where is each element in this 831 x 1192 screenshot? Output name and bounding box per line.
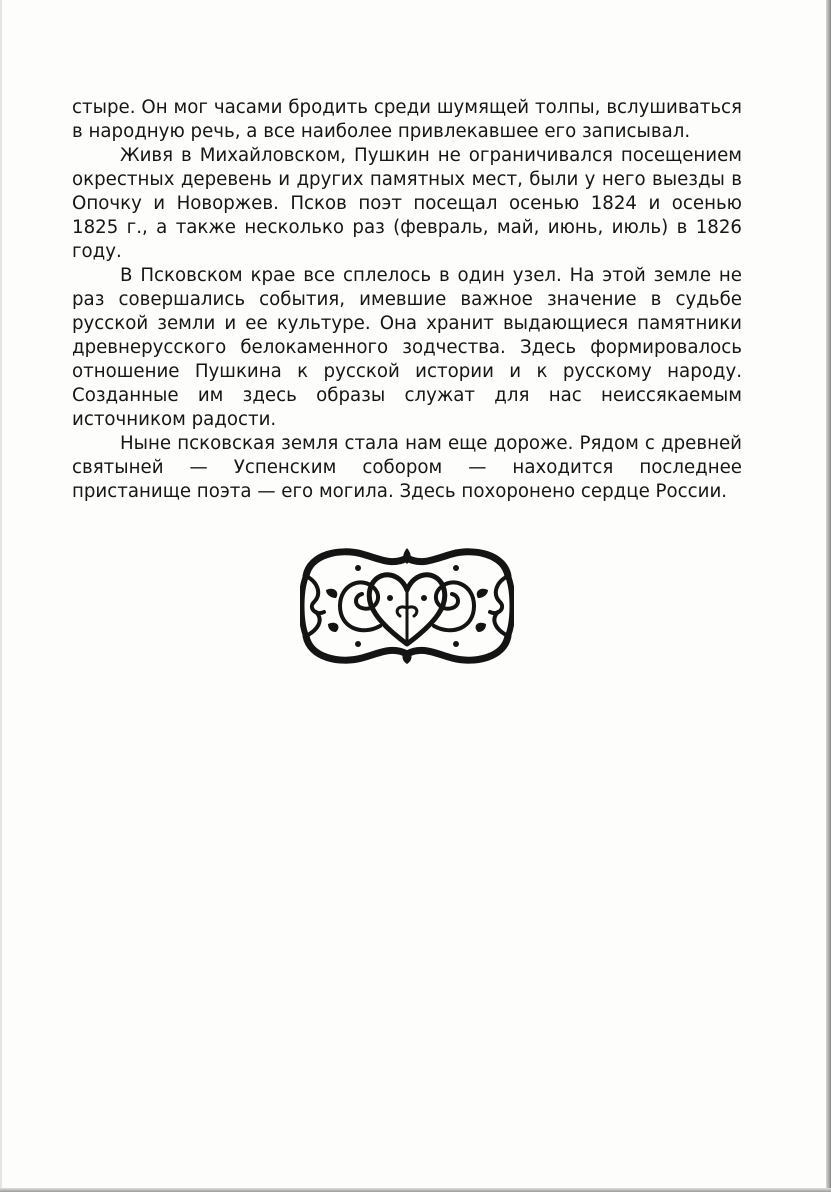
page-edge-bottom xyxy=(0,1188,831,1192)
floral-ornament-icon xyxy=(300,546,514,666)
body-text xyxy=(72,96,742,504)
page-edge-right xyxy=(826,0,831,1192)
paragraph-3: В Псковском крае все сплелось в один узел. На этой земле не раз совершались события, имевшие важное значение в судьбе русской земли и ее культуре. Она хранит выдающиеся памятники древнерусского белокаменного зодчества. Здесь формировалось отношение Пушкина к русской истории и к русскому народу. Созданные им здесь образы служат для нас неиссякаемым источником радости. xyxy=(72,265,742,430)
paragraph-1: стыре. Он мог часами бродить среди шумящей толпы, вслушиваться в народную речь, а все наиболее привлекавшее его записывал. xyxy=(72,97,742,142)
page-edge-left xyxy=(0,0,2,1192)
paragraph-2: Живя в Михайловском, Пушкин не ограничивался посещением окрестных деревень и других памятных мест, были у него выезды в Опочку и Новоржев. Псков поэт посещал осенью 1824 и осенью 1825 г., а также несколько раз (февраль, май, июнь, июль) в 1826 году. xyxy=(72,145,742,262)
paragraph-4: Ныне псковская земля стала нам еще дороже. Рядом с древней святыней — Успенским собором — находится последнее пристанище поэта — его могила. Здесь похоронено сердце России. xyxy=(72,433,742,502)
